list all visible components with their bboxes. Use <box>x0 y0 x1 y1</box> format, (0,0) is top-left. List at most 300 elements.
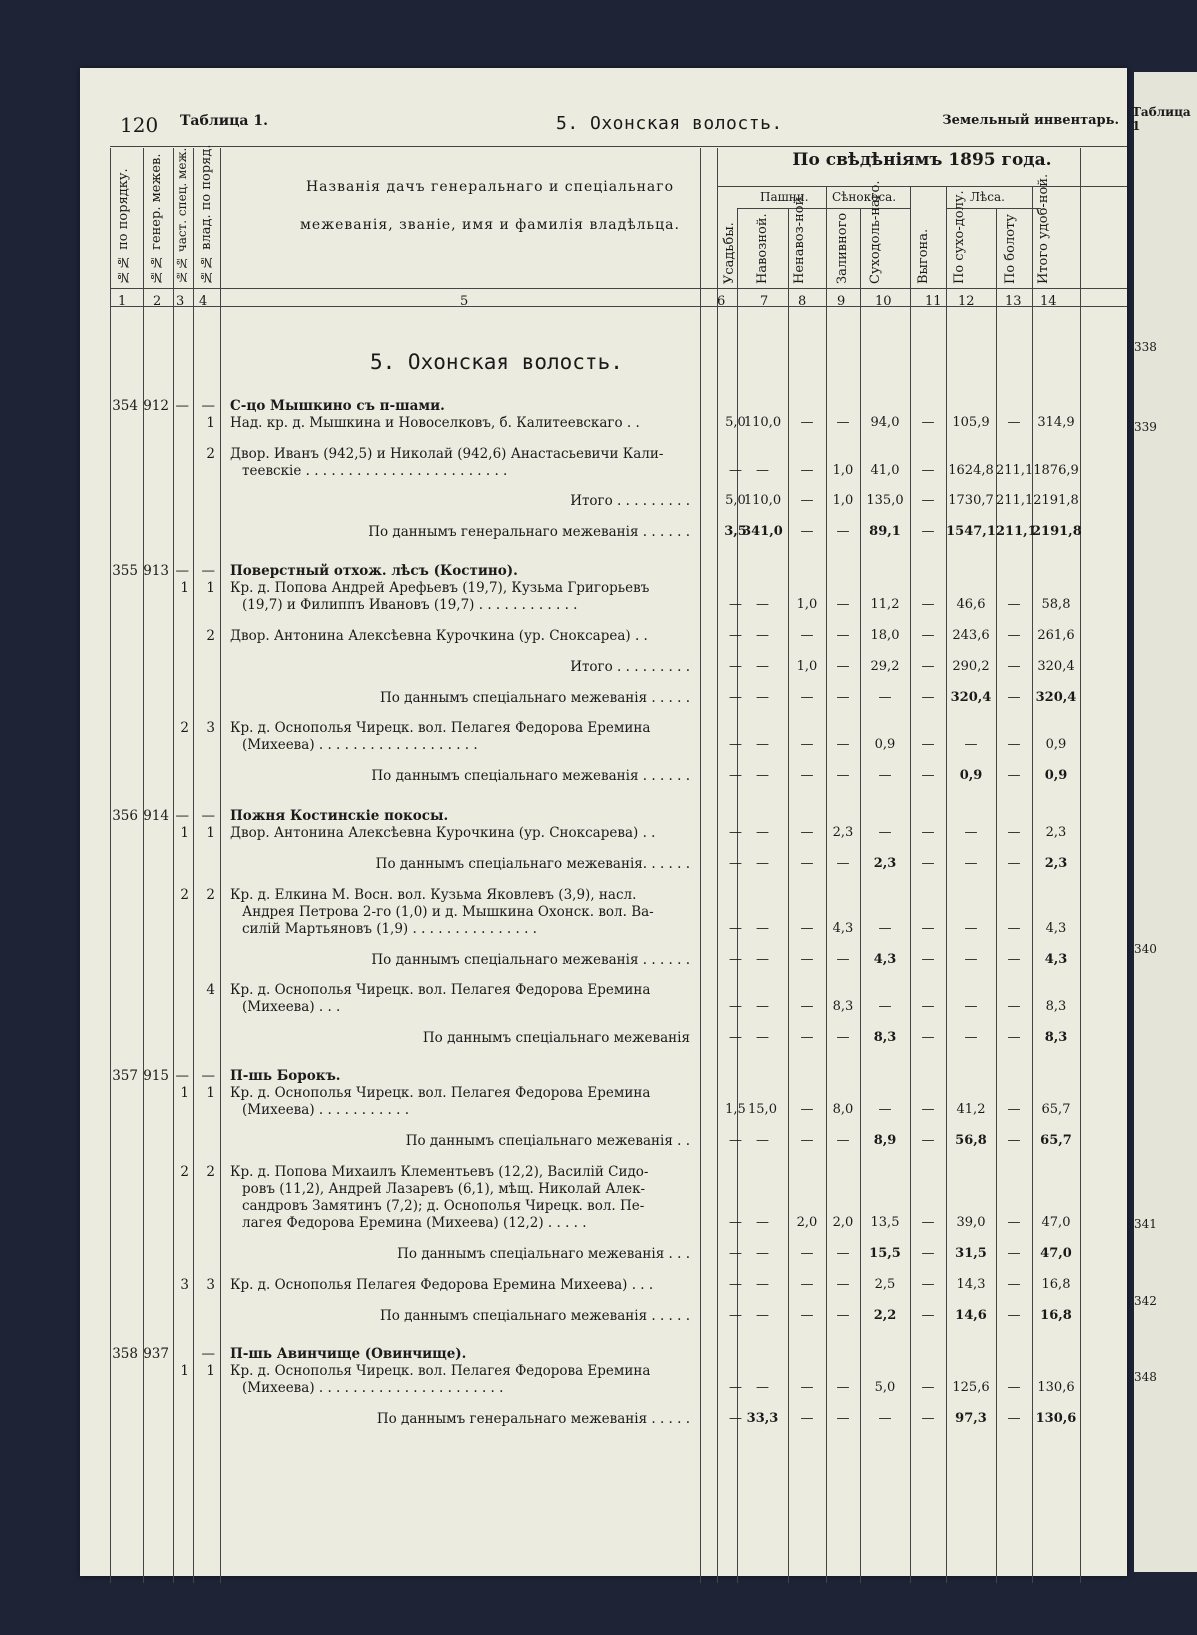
value-cell: — <box>1007 737 1021 752</box>
row-label: лагея Федорова Еремина (Михеева) (12,2) . . . . . <box>242 1215 587 1231</box>
index-cell: 356 <box>112 808 138 824</box>
index-cell: 1 <box>206 1085 215 1101</box>
value-cell: — <box>921 737 935 752</box>
value-cell: 5,0 <box>874 1380 896 1395</box>
value-cell: — <box>1007 659 1021 674</box>
value-cell: — <box>878 1102 892 1117</box>
value-cell: 320,4 <box>1037 659 1075 674</box>
value-cell: — <box>800 999 814 1014</box>
row-label: Двор. Иванъ (942,5) и Николай (942,6) Анастасьевичи Кали- <box>230 446 664 462</box>
value-cell: — <box>921 1246 935 1261</box>
value-cell: 65,7 <box>1041 1102 1071 1117</box>
value-cell: — <box>800 952 814 967</box>
value-cell: — <box>1007 999 1021 1014</box>
row-label: По даннымъ спеціальнаго межеванія <box>422 1030 690 1046</box>
adjacent-row-number: 342 <box>1134 1294 1157 1308</box>
col-header-1: №№ по порядку. <box>116 168 131 284</box>
value-cell: 320,4 <box>950 690 992 705</box>
value-cell: 1730,7 <box>948 493 994 508</box>
value-cell: 2,0 <box>832 1215 854 1230</box>
value-cell: 135,0 <box>866 493 904 508</box>
value-cell: — <box>729 1308 742 1323</box>
value-cell: 0,9 <box>1044 768 1068 783</box>
row-label: Кр. д. Елкина М. Восн. вол. Кузьма Яковлевъ (3,9), насл. <box>230 887 637 903</box>
adjacent-page <box>1134 72 1197 1572</box>
value-cell: 65,7 <box>1040 1133 1072 1148</box>
value-cell: — <box>729 597 742 612</box>
value-cell: — <box>921 659 935 674</box>
index-cell: 915 <box>143 1068 169 1084</box>
value-cell: — <box>836 628 850 643</box>
col-header-11: Выгона. <box>916 228 931 284</box>
row-label: Кр. д. Попова Михаилъ Клементьевъ (12,2), Василій Сидо- <box>230 1164 649 1180</box>
value-cell: — <box>921 463 935 478</box>
index-cell: — <box>201 808 215 824</box>
value-cell: — <box>921 1030 935 1045</box>
row-label: По даннымъ спеціальнаго межеванія . . <box>405 1133 690 1149</box>
value-cell: — <box>729 1277 742 1292</box>
value-cell: — <box>800 1102 814 1117</box>
value-cell: — <box>964 952 978 967</box>
value-cell: 8,3 <box>832 999 854 1014</box>
index-cell: — <box>201 398 215 414</box>
value-cell: 8,0 <box>832 1102 854 1117</box>
column-number: 4 <box>199 294 208 309</box>
value-cell: — <box>756 952 769 967</box>
col-header-4: №№ влад. по поряд. <box>199 144 214 284</box>
index-cell: — <box>175 808 189 824</box>
value-cell: 2,2 <box>873 1308 897 1323</box>
row-label: Итого . . . . . . . . . <box>570 659 690 675</box>
index-cell: 2 <box>206 628 215 644</box>
index-cell: 3 <box>180 1277 189 1293</box>
value-cell: 8,3 <box>1044 1030 1068 1045</box>
value-cell: — <box>921 952 935 967</box>
value-cell: — <box>800 1030 814 1045</box>
vrule <box>1032 186 1033 1583</box>
adjacent-row-number: 341 <box>1134 1217 1157 1231</box>
value-cell: 4,3 <box>1045 921 1067 936</box>
value-cell: — <box>756 628 769 643</box>
value-cell: 4,3 <box>832 921 854 936</box>
column-number: 9 <box>837 294 846 309</box>
index-cell: 1 <box>180 825 189 841</box>
value-cell: — <box>964 737 978 752</box>
value-cell: 56,8 <box>955 1133 987 1148</box>
row-label: (Михеева) . . . . . . . . . . . . . . . . . . . . . . <box>242 1380 504 1396</box>
value-cell: 105,9 <box>952 415 990 430</box>
value-cell: — <box>921 1411 935 1426</box>
value-cell: — <box>756 1246 769 1261</box>
value-cell: — <box>836 1411 850 1426</box>
value-cell: 2191,8 <box>1032 524 1082 539</box>
index-cell: 2 <box>206 887 215 903</box>
index-cell: — <box>201 563 215 579</box>
value-cell: 18,0 <box>870 628 900 643</box>
value-cell: — <box>921 856 935 871</box>
value-cell: 211,1 <box>996 524 1037 539</box>
row-label: По даннымъ спеціальнаго межеванія . . . <box>397 1246 690 1262</box>
les-header: Лѣса. <box>970 190 1005 204</box>
row-label: Двор. Антонина Алексѣевна Курочкина (ур. Сноксареа) . . <box>230 628 648 644</box>
value-cell: — <box>1007 690 1021 705</box>
col-header-6: Усадьбы. <box>722 222 737 284</box>
value-cell: — <box>800 825 814 840</box>
value-cell: — <box>921 690 935 705</box>
value-cell: — <box>836 1030 850 1045</box>
value-cell: — <box>1007 1030 1021 1045</box>
value-cell: — <box>756 768 769 783</box>
value-cell: — <box>921 1308 935 1323</box>
adjacent-row-number: 340 <box>1134 942 1157 956</box>
value-cell: — <box>836 597 850 612</box>
adjacent-page-title: Таблица 1 <box>1132 105 1191 133</box>
index-cell: 937 <box>143 1346 169 1362</box>
row-label: По даннымъ спеціальнаго межеванія . . . . . <box>379 1308 690 1324</box>
value-cell: — <box>1007 1380 1021 1395</box>
value-cell: — <box>729 1246 742 1261</box>
running-head: Земельный инвентарь. <box>942 113 1119 128</box>
row-label: Кр. д. Оснополья Чирецк. вол. Пелагея Федорова Еремина <box>230 982 651 998</box>
value-cell: 314,9 <box>1037 415 1075 430</box>
index-cell: — <box>175 398 189 414</box>
vrule <box>1080 148 1081 1583</box>
value-cell: — <box>964 999 978 1014</box>
vrule <box>946 186 947 1583</box>
value-cell: — <box>800 1380 814 1395</box>
value-cell: — <box>878 999 892 1014</box>
row-label: Кр. д. Оснополья Чирецк. вол. Пелагея Федорова Еремина <box>230 1363 651 1379</box>
value-cell: 211,1 <box>996 493 1034 508</box>
value-cell: 94,0 <box>870 415 900 430</box>
value-cell: — <box>729 690 742 705</box>
value-cell: 211,1 <box>996 463 1034 478</box>
col-header-14: Итого удоб-ной. <box>1036 173 1051 284</box>
value-cell: — <box>756 1215 769 1230</box>
vrule <box>143 148 144 1583</box>
senokos-header: Сѣнокоса. <box>832 190 897 204</box>
index-cell: 912 <box>143 398 169 414</box>
value-cell: — <box>836 524 850 539</box>
value-cell: — <box>921 597 935 612</box>
value-cell: — <box>729 856 742 871</box>
row-label: (19,7) и Филиппъ Ивановъ (19,7) . . . . . . . . . . . . <box>242 597 578 613</box>
value-cell: 0,9 <box>959 768 983 783</box>
col-header-3: №№ част. спец. меж. <box>175 147 189 284</box>
index-cell: 1 <box>206 580 215 596</box>
index-cell: 1 <box>180 1363 189 1379</box>
row-label: Кр. д. Оснополья Чирецк. вол. Пелагея Федорова Еремина <box>230 1085 651 1101</box>
row-label: П-шь Борокъ. <box>230 1068 341 1084</box>
page-number: 120 <box>120 113 159 137</box>
value-cell: 47,0 <box>1040 1246 1072 1261</box>
row-label: С-цо Мышкино съ п-шами. <box>230 398 445 414</box>
value-cell: 15,5 <box>869 1246 901 1261</box>
value-cell: — <box>921 1277 935 1292</box>
value-cell: 3,5 <box>724 524 747 539</box>
row-label: По даннымъ генеральнаго межеванія . . . . . . <box>368 524 690 540</box>
value-cell: — <box>800 856 814 871</box>
value-cell: 41,2 <box>956 1102 986 1117</box>
index-cell: 3 <box>206 720 215 736</box>
index-cell: — <box>175 1068 189 1084</box>
value-cell: — <box>1007 597 1021 612</box>
rule-header-bottom <box>110 288 1127 289</box>
value-cell: 41,0 <box>870 463 900 478</box>
index-cell: 1 <box>180 1085 189 1101</box>
row-label: Андрея Петрова 2-го (1,0) и д. Мышкина Охонск. вол. Ва- <box>242 904 654 920</box>
value-cell: 8,9 <box>873 1133 897 1148</box>
value-cell: — <box>756 737 769 752</box>
value-cell: — <box>836 768 850 783</box>
rule-pashni <box>737 208 826 209</box>
value-cell: 1876,9 <box>1033 463 1079 478</box>
value-cell: 46,6 <box>956 597 986 612</box>
row-label: П-шь Авинчище (Овинчище). <box>230 1346 467 1362</box>
value-cell: 110,0 <box>743 415 782 430</box>
value-cell: — <box>800 628 814 643</box>
row-label: Поверстный отхож. лѣсъ (Костино). <box>230 563 518 579</box>
ledger-page <box>80 68 1127 1576</box>
value-cell: 15,0 <box>748 1102 777 1117</box>
value-cell: — <box>921 1133 935 1148</box>
column-number: 12 <box>958 294 975 309</box>
group-header: По свѣдѣніямъ 1895 года. <box>792 150 1052 170</box>
index-cell: 1 <box>180 580 189 596</box>
value-cell: — <box>756 1030 769 1045</box>
value-cell: — <box>836 415 850 430</box>
value-cell: — <box>729 1030 742 1045</box>
value-cell: 110,0 <box>743 493 782 508</box>
value-cell: — <box>1007 1215 1021 1230</box>
value-cell: 2,3 <box>1045 825 1067 840</box>
value-cell: — <box>756 1133 769 1148</box>
value-cell: 47,0 <box>1041 1215 1071 1230</box>
row-label: силій Мартьяновъ (1,9) . . . . . . . . . . . . . . . <box>242 921 537 937</box>
value-cell: 290,2 <box>952 659 990 674</box>
value-cell: — <box>800 737 814 752</box>
index-cell: 3 <box>206 1277 215 1293</box>
value-cell: — <box>729 921 742 936</box>
row-label: (Михеева) . . . <box>242 999 341 1015</box>
row-label: Двор. Антонина Алексѣевна Курочкина (ур. Сноксарева) . . <box>230 825 656 841</box>
column-number: 13 <box>1005 294 1022 309</box>
row-label: (Михеева) . . . . . . . . . . . . . . . . . . . <box>242 737 478 753</box>
value-cell: — <box>878 921 892 936</box>
row-label: Пожня Костинскіе покосы. <box>230 808 449 824</box>
index-cell: 358 <box>112 1346 138 1362</box>
column-number: 14 <box>1040 294 1057 309</box>
value-cell: — <box>756 999 769 1014</box>
index-cell: — <box>201 1068 215 1084</box>
value-cell: — <box>756 690 769 705</box>
value-cell: 2,3 <box>1044 856 1068 871</box>
row-label: Над. кр. д. Мышкина и Новоселковъ, б. Калитеевскаго . . <box>230 415 640 431</box>
col-header-9: Заливного <box>835 212 850 284</box>
page-title: 5. Охонская волость. <box>556 113 783 134</box>
row-label: Итого . . . . . . . . . <box>570 493 690 509</box>
value-cell: — <box>964 856 978 871</box>
col-header-5-line2: межеванія, званіе, имя и фамилія владѣльца. <box>300 217 680 233</box>
adjacent-row-number: 339 <box>1134 420 1157 434</box>
value-cell: — <box>921 999 935 1014</box>
value-cell: 1624,8 <box>948 463 994 478</box>
value-cell: — <box>729 659 742 674</box>
col-header-5 <box>270 168 710 244</box>
value-cell: — <box>1007 1277 1021 1292</box>
value-cell: — <box>729 999 742 1014</box>
value-cell: — <box>729 463 742 478</box>
value-cell: — <box>756 856 769 871</box>
value-cell: — <box>1007 415 1021 430</box>
value-cell: 14,3 <box>956 1277 986 1292</box>
value-cell: 1,5 <box>725 1102 746 1117</box>
value-cell: — <box>800 463 814 478</box>
vrule <box>910 186 911 1583</box>
row-label: теевскіе . . . . . . . . . . . . . . . . . . . . . . . . <box>242 463 508 479</box>
index-cell: 1 <box>206 1363 215 1379</box>
index-cell: 354 <box>112 398 138 414</box>
value-cell: — <box>800 690 814 705</box>
value-cell: — <box>921 415 935 430</box>
value-cell: 1,0 <box>832 463 854 478</box>
value-cell: 2,0 <box>796 1215 818 1230</box>
row-label: Кр. д. Оснополья Чирецк. вол. Пелагея Федорова Еремина <box>230 720 651 736</box>
column-number: 11 <box>925 294 942 309</box>
value-cell: 97,3 <box>955 1411 987 1426</box>
value-cell: — <box>836 952 850 967</box>
value-cell: — <box>1007 825 1021 840</box>
value-cell: — <box>964 921 978 936</box>
value-cell: — <box>921 1215 935 1230</box>
value-cell: 8,3 <box>873 1030 897 1045</box>
value-cell: — <box>756 1308 769 1323</box>
index-cell: 355 <box>112 563 138 579</box>
value-cell: — <box>836 1246 850 1261</box>
value-cell: 243,6 <box>952 628 990 643</box>
value-cell: 16,8 <box>1041 1277 1071 1292</box>
value-cell: 14,6 <box>955 1308 987 1323</box>
value-cell: — <box>756 1277 769 1292</box>
value-cell: 29,2 <box>870 659 900 674</box>
value-cell: 2,3 <box>873 856 897 871</box>
col-header-2: №№ генер. межев. <box>149 153 164 284</box>
value-cell: — <box>800 768 814 783</box>
value-cell: — <box>878 1411 892 1426</box>
adjacent-row-number: 348 <box>1134 1370 1157 1384</box>
value-cell: — <box>800 1277 814 1292</box>
value-cell: — <box>878 825 892 840</box>
column-number: 8 <box>798 294 807 309</box>
value-cell: — <box>729 825 742 840</box>
value-cell: — <box>836 1308 850 1323</box>
value-cell: — <box>836 856 850 871</box>
value-cell: 130,6 <box>1035 1411 1077 1426</box>
column-number: 5 <box>460 294 469 309</box>
rule-top <box>110 146 1127 147</box>
index-cell: 2 <box>206 446 215 462</box>
value-cell: 0,9 <box>1045 737 1067 752</box>
value-cell: — <box>1007 1102 1021 1117</box>
value-cell: — <box>921 1102 935 1117</box>
value-cell: — <box>729 1133 742 1148</box>
row-label: По даннымъ генеральнаго межеванія . . . . . <box>376 1411 690 1427</box>
col-header-10: Суходоль-наго. <box>868 180 883 284</box>
value-cell: 58,8 <box>1041 597 1071 612</box>
value-cell: — <box>756 463 769 478</box>
col-header-5-line1: Названія дачъ генеральнаго и спеціальнаго <box>305 179 675 195</box>
index-cell: 2 <box>180 887 189 903</box>
value-cell: 31,5 <box>955 1246 987 1261</box>
value-cell: — <box>800 1133 814 1148</box>
value-cell: — <box>800 1308 814 1323</box>
value-cell: 130,6 <box>1037 1380 1075 1395</box>
pashni-header: Пашни. <box>760 190 809 204</box>
col-header-8: Ненавоз-ной. <box>792 192 807 284</box>
column-number: 7 <box>760 294 769 309</box>
row-label: сандровъ Замятинъ (7,2); д. Оснополья Чирецк. вол. Пе- <box>242 1198 645 1214</box>
value-cell: — <box>756 825 769 840</box>
rule-group <box>717 186 1127 187</box>
value-cell: 125,6 <box>952 1380 990 1395</box>
value-cell: 8,3 <box>1045 999 1067 1014</box>
value-cell: 0,9 <box>874 737 896 752</box>
row-label: Кр. д. Попова Андрей Арефьевъ (19,7), Кузьма Григорьевъ <box>230 580 650 596</box>
value-cell: — <box>836 659 850 674</box>
value-cell: 11,2 <box>870 597 900 612</box>
column-number: 10 <box>875 294 892 309</box>
row-label: По даннымъ спеціальнаго межеванія . . . . . <box>379 690 690 706</box>
value-cell: 4,3 <box>1044 952 1068 967</box>
vrule <box>700 148 701 1583</box>
value-cell: — <box>729 1380 742 1395</box>
value-cell: 5,0 <box>725 493 746 508</box>
adjacent-row-number: 338 <box>1134 340 1157 354</box>
index-cell: 2 <box>180 720 189 736</box>
value-cell: — <box>964 825 978 840</box>
value-cell: — <box>921 921 935 936</box>
value-cell: — <box>729 628 742 643</box>
value-cell: — <box>1007 856 1021 871</box>
value-cell: — <box>729 768 742 783</box>
value-cell: — <box>836 1277 850 1292</box>
value-cell: — <box>836 1380 850 1395</box>
value-cell: — <box>964 1030 978 1045</box>
value-cell: 13,5 <box>870 1215 900 1230</box>
column-number: 1 <box>118 294 127 309</box>
table-label: Таблица 1. <box>180 113 268 129</box>
index-cell: — <box>175 563 189 579</box>
col-header-12: По сухо-долу. <box>952 190 967 284</box>
value-cell: — <box>729 1411 742 1426</box>
index-cell: 1 <box>206 415 215 431</box>
value-cell: 1,0 <box>796 597 818 612</box>
value-cell: — <box>756 659 769 674</box>
value-cell: — <box>800 493 814 508</box>
value-cell: 2,5 <box>874 1277 896 1292</box>
index-cell: 914 <box>143 808 169 824</box>
value-cell: — <box>800 921 814 936</box>
value-cell: — <box>836 690 850 705</box>
section-title: 5. Охонская волость. <box>370 350 623 374</box>
row-label: По даннымъ спеціальнаго межеванія . . . . . . <box>371 952 690 968</box>
value-cell: — <box>1007 628 1021 643</box>
value-cell: 320,4 <box>1035 690 1077 705</box>
value-cell: — <box>800 1411 814 1426</box>
value-cell: — <box>800 1246 814 1261</box>
value-cell: — <box>1007 921 1021 936</box>
value-cell: — <box>921 1380 935 1395</box>
